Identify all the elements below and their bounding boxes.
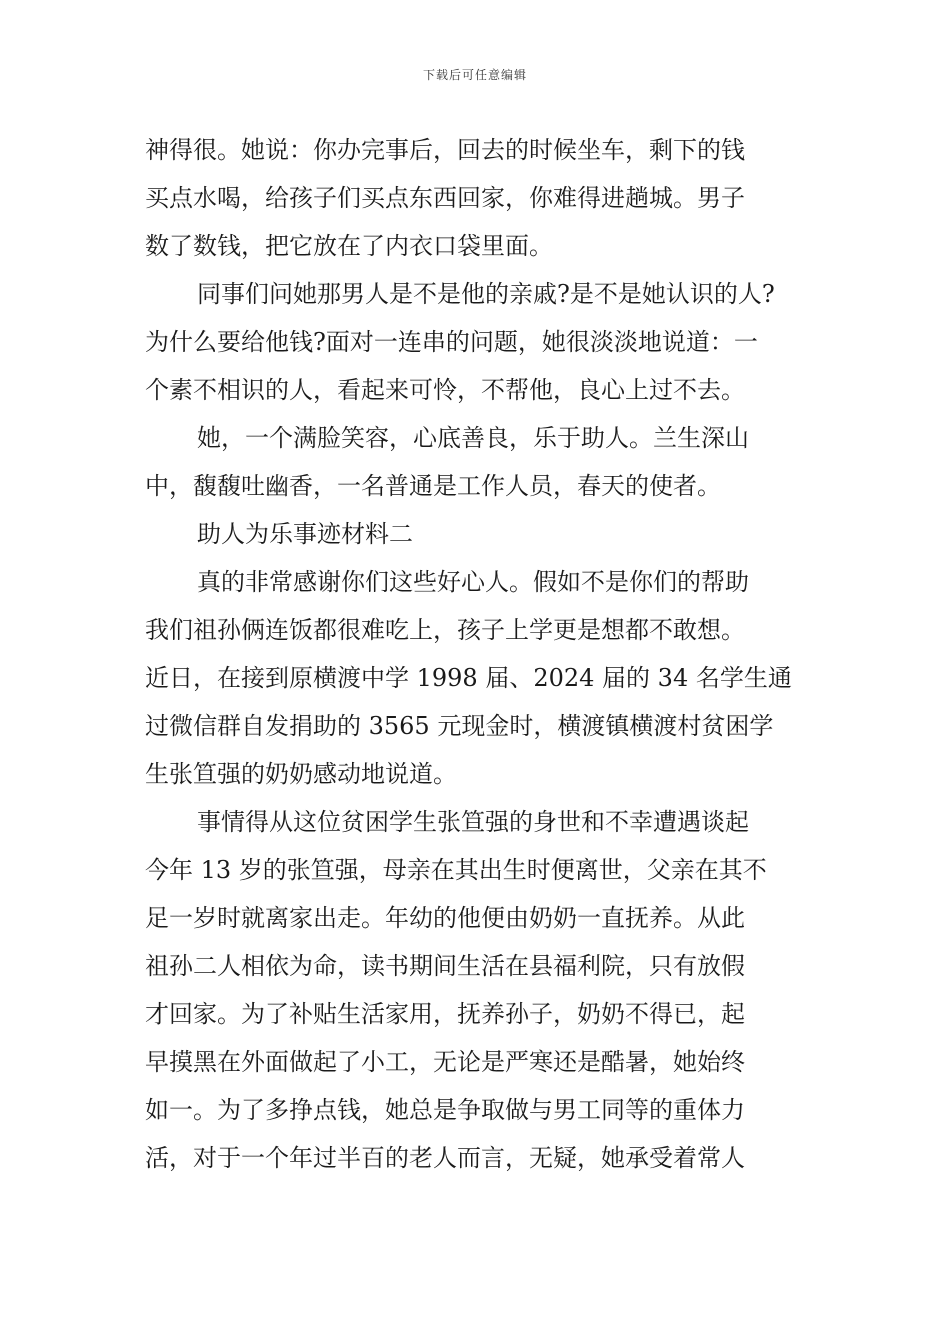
page-header: 下载后可任意编辑 [422,68,527,82]
text-line: 生张笪强的奶奶感动地说道。 [145,760,457,788]
text-line: 早摸黑在外面做起了小工，无论是严寒还是酷暑，她始终 [145,1048,745,1076]
text-line: 过微信群自发捐助的 3565 元现金时，横渡镇横渡村贫困学 [145,712,774,740]
text-line: 我们祖孙俩连饭都很难吃上，孩子上学更是想都不敢想。 [145,616,745,644]
text-line: 买点水喝，给孩子们买点东西回家，你难得进趟城。男子 [145,184,745,212]
section-heading: 助人为乐事迹材料二 [197,520,413,548]
paragraph-start-line: 事情得从这位贫困学生张笪强的身世和不幸遭遇谈起 [197,808,749,836]
text-line: 今年 13 岁的张笪强，母亲在其出生时便离世，父亲在其不 [145,856,767,884]
text-line: 中，馥馥吐幽香，一名普通是工作人员，春天的使者。 [145,472,721,500]
document-body [145,126,810,1182]
text-line: 活，对于一个年过半百的老人而言，无疑，她承受着常人 [145,1144,745,1172]
text-line: 近日，在接到原横渡中学 1998 届、2024 届的 34 名学生通 [145,664,792,692]
text-line: 个素不相识的人，看起来可怜，不帮他，良心上过不去。 [145,376,745,404]
text-line: 才回家。为了补贴生活家用，抚养孙子，奶奶不得已，起 [145,1000,745,1028]
paragraph-start-line: 她，一个满脸笑容，心底善良，乐于助人。兰生深山 [197,424,749,452]
text-line: 为什么要给他钱?面对一连串的问题，她很淡淡地说道：一 [145,328,758,356]
text-line: 如一。为了多挣点钱，她总是争取做与男工同等的重体力 [145,1096,745,1124]
text-line: 祖孙二人相依为命，读书期间生活在县福利院，只有放假 [145,952,745,980]
paragraph-start-line: 真的非常感谢你们这些好心人。假如不是你们的帮助 [197,568,749,596]
text-line: 数了数钱，把它放在了内衣口袋里面。 [145,232,553,260]
paragraph-start-line: 同事们问她那男人是不是他的亲戚?是不是她认识的人? [197,280,775,308]
text-line: 足一岁时就离家出走。年幼的他便由奶奶一直抚养。从此 [145,904,745,932]
text-line: 神得很。她说：你办完事后，回去的时候坐车，剩下的钱 [145,136,745,164]
